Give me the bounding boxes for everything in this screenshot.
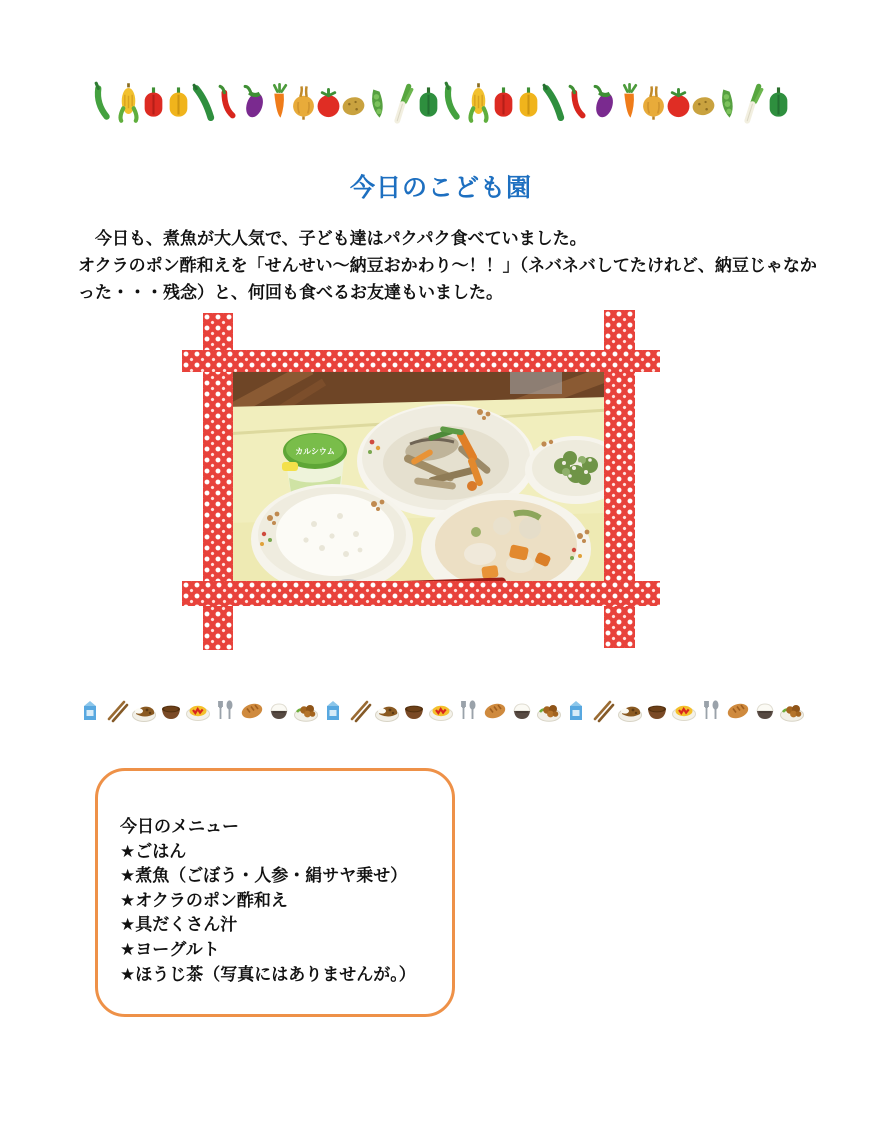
- snap-pea-icon: [716, 79, 741, 125]
- curry-rice-icon: [374, 697, 400, 723]
- fried-chicken-icon: [293, 697, 319, 723]
- onion-icon: [291, 79, 316, 125]
- menu-line: ★具だくさん汁: [120, 915, 238, 936]
- cutlery-icon: [212, 697, 238, 723]
- green-chili-icon: [441, 79, 466, 125]
- potato-icon: [691, 79, 716, 125]
- milk-carton-icon: [320, 697, 346, 723]
- intro-line-2: オクラのポン酢和えを「せんせい～納豆おかわり～！！」（ネバネバしてたけれど、納豆じゃなかった・・・残念）と、何回も食べるお友達もいました。: [78, 256, 817, 303]
- green-bell-pepper-icon: [766, 79, 791, 125]
- eggplant-icon: [241, 79, 266, 125]
- menu-line: ★ヨーグルト: [120, 939, 220, 960]
- rice-bowl-icon: [509, 697, 535, 723]
- fried-chicken-icon: [779, 697, 805, 723]
- red-chili-icon: [216, 79, 241, 125]
- chopsticks-icon: [590, 697, 616, 723]
- curry-rice-icon: [617, 697, 643, 723]
- fried-chicken-icon: [536, 697, 562, 723]
- chopsticks-icon: [347, 697, 373, 723]
- corn-icon: [466, 79, 491, 125]
- omurice-icon: [428, 697, 454, 723]
- soup-bowl-icon: [401, 697, 427, 723]
- omurice-icon: [671, 697, 697, 723]
- onion-icon: [641, 79, 666, 125]
- carrot-icon: [266, 79, 291, 125]
- tomato-icon: [666, 79, 691, 125]
- yellow-bell-pepper-icon: [166, 79, 191, 125]
- menu-box: [95, 768, 455, 1017]
- soup-bowl-icon: [644, 697, 670, 723]
- red-chili-icon: [566, 79, 591, 125]
- eggplant-icon: [591, 79, 616, 125]
- menu-line: ★煮魚（ごぼう・人参・絹サヤ乗せ）: [120, 866, 408, 887]
- cutlery-icon: [455, 697, 481, 723]
- menu-line: ★オクラのポン酢和え: [120, 890, 288, 911]
- menu-line: 今日のメニュー: [120, 817, 239, 837]
- leek-icon: [391, 79, 416, 125]
- potato-icon: [341, 79, 366, 125]
- bread-icon: [482, 697, 508, 723]
- leek-icon: [741, 79, 766, 125]
- cucumber-icon: [541, 79, 566, 125]
- menu-line: ★ごはん: [120, 841, 187, 862]
- milk-carton-icon: [77, 697, 103, 723]
- chopsticks-icon: [104, 697, 130, 723]
- corn-icon: [116, 79, 141, 125]
- bread-icon: [239, 697, 265, 723]
- cutlery-icon: [698, 697, 724, 723]
- vegetable-banner: [0, 76, 882, 128]
- rice-bowl-icon: [752, 697, 778, 723]
- rice-bowl-icon: [266, 697, 292, 723]
- cucumber-icon: [191, 79, 216, 125]
- green-chili-icon: [91, 79, 116, 125]
- red-bell-pepper-icon: [141, 79, 166, 125]
- green-bell-pepper-icon: [416, 79, 441, 125]
- lunch-photo: [214, 368, 622, 597]
- washi-tape-bottom: [182, 581, 660, 606]
- omurice-icon: [185, 697, 211, 723]
- snap-pea-icon: [366, 79, 391, 125]
- milk-carton-icon: [563, 697, 589, 723]
- curry-rice-icon: [131, 697, 157, 723]
- menu-list: [120, 815, 416, 987]
- rice-bowl: [251, 484, 413, 594]
- red-bell-pepper-icon: [491, 79, 516, 125]
- carrot-icon: [616, 79, 641, 125]
- tomato-icon: [316, 79, 341, 125]
- food-divider: [0, 690, 882, 730]
- soup-bowl-icon: [158, 697, 184, 723]
- intro-line-1: 今日も、煮魚が大人気で、子ども達はパクパク食べていました。: [78, 229, 587, 249]
- yogurt-label: カルシウム: [295, 447, 335, 456]
- yellow-bell-pepper-icon: [516, 79, 541, 125]
- washi-tape-top: [182, 350, 660, 372]
- page-title: 今日のこども園: [349, 173, 532, 202]
- intro-paragraph: [78, 226, 822, 307]
- menu-line: ★ほうじ茶（写真にはありませんが。）: [120, 964, 416, 985]
- bread-icon: [725, 697, 751, 723]
